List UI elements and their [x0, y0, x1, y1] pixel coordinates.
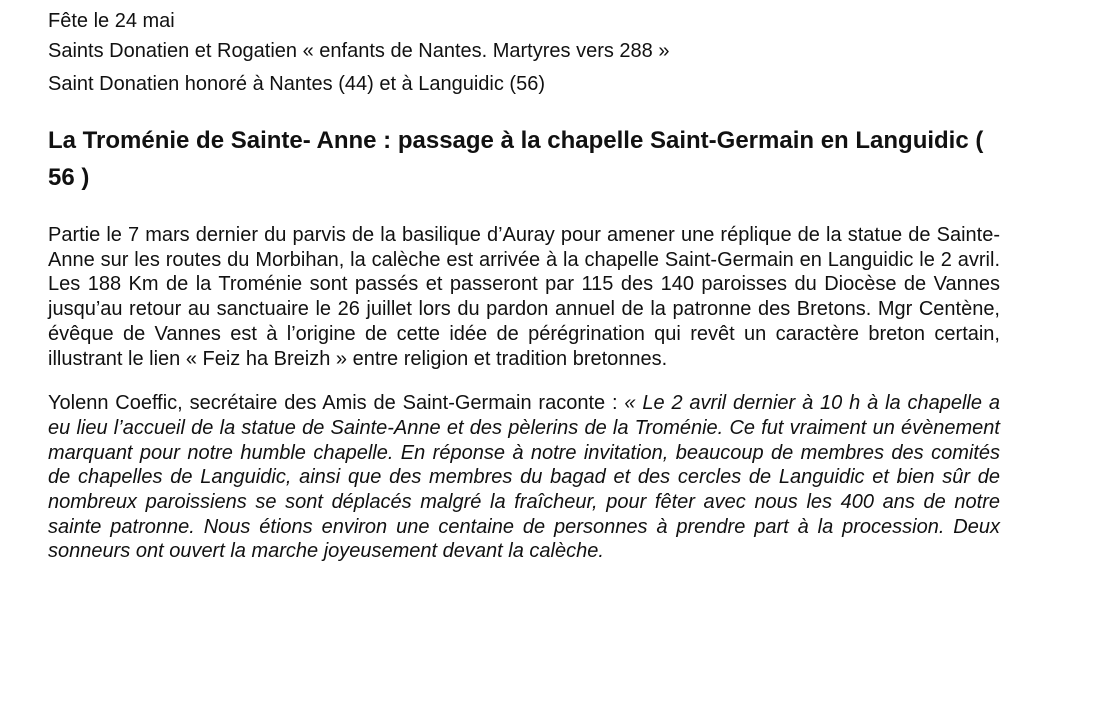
- article-paragraph-1: Partie le 7 mars dernier du parvis de la basilique d’Auray pour amener une réplique de la statue de Sainte-Anne sur les routes du Morbihan, la calèche est arrivée à la chapelle Saint-Germain en Languidic le 2 avril. Les 188 Km de la Troménie sont passés et passeront par 115 des 140 paroisses du Diocèse de Vannes jusqu’au retour au sanctuaire le 26 juillet lors du pardon annuel de la patronne des Bretons. Mgr Centène, évêque de Vannes est à l’origine de cette idée de pérégrination qui revêt un caractère breton certain, illustrant le lien « Feiz ha Breizh » entre religion et tradition bretonnes.: [48, 224, 1000, 370]
- feast-date-line: Fête le 24 mai: [48, 10, 175, 32]
- article-paragraph-2: [48, 391, 1000, 564]
- paragraph-2-quote: « Le 2 avril dernier à 10 h à la chapelle a eu lieu l’accueil de la statue de Sainte-Anne et des pèlerins de la Troménie. Ce fut vraiment un évènement marquant pour notre humble chapelle. En réponse à notre invitation, beaucoup de membres des comités de chapelles de Languidic, ainsi que des membres du bagad et des cercles de Languidic et bien sûr de nombreux paroissiens se sont déplacés malgré la fraîcheur, pour fêter avec nous les 400 ans de notre sainte patronne. Nous étions environ une centaine de personnes à prendre part à la procession. Deux sonneurs ont ouvert la marche joyeusement devant la calèche.: [48, 392, 1000, 563]
- honored-line: Saint Donatien honoré à Nantes (44) et à Languidic (56): [48, 73, 545, 95]
- article-title: La Troménie de Sainte- Anne : passage à la chapelle Saint-Germain en Languidic ( 56 ): [48, 127, 984, 191]
- paragraph-2-intro: Yolenn Coeffic, secrétaire des Amis de Saint-Germain raconte :: [48, 392, 625, 415]
- document-page: [48, 6, 1000, 584]
- saints-line: Saints Donatien et Rogatien « enfants de Nantes. Martyres vers 288 »: [48, 40, 670, 62]
